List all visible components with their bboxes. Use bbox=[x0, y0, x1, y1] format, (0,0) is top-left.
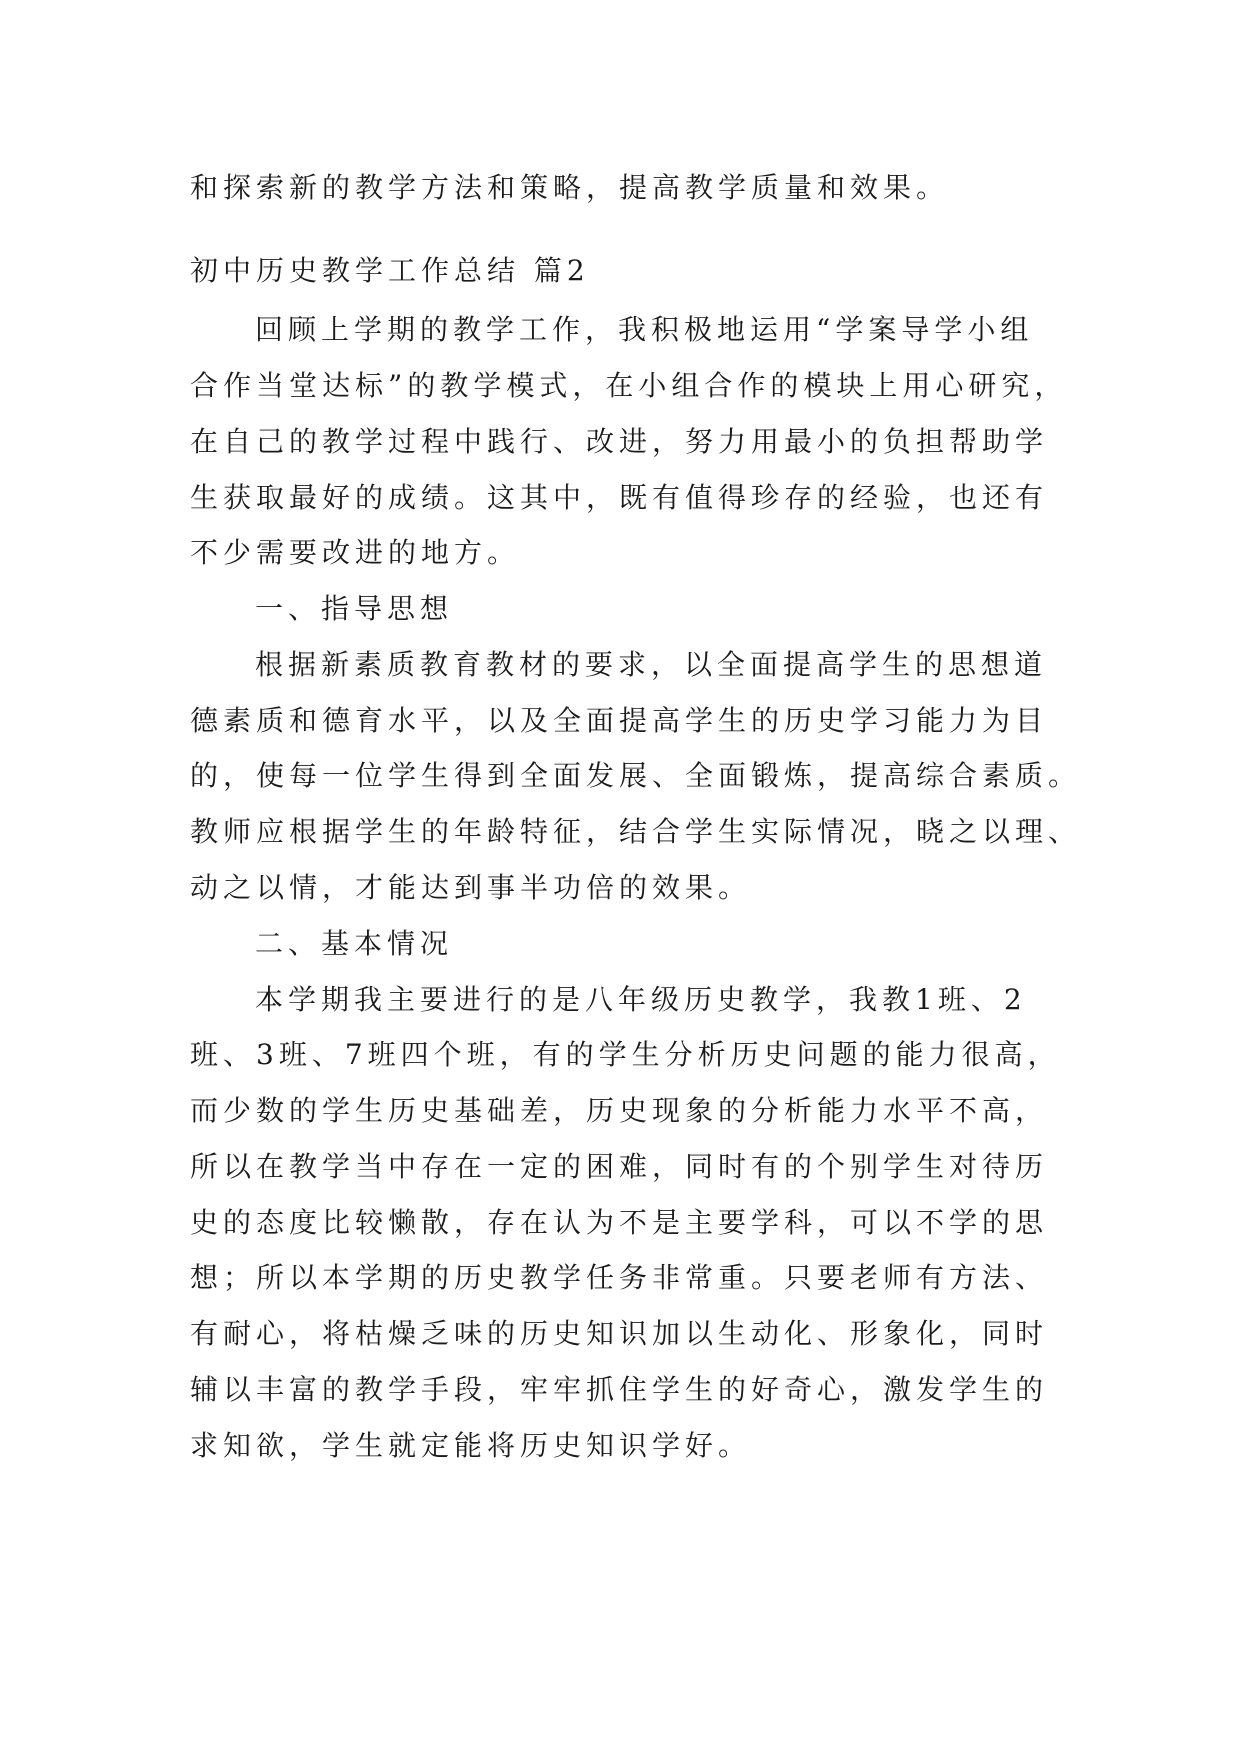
paragraph-line: 想；所以本学期的历史教学任务非常重。只要老师有方法、 bbox=[190, 1261, 1049, 1294]
paragraph-line: 有耐心，将枯燥乏味的历史知识加以生动化、形象化，同时 bbox=[190, 1317, 1049, 1350]
paragraph-line: 教师应根据学生的年龄特征，结合学生实际情况，晓之以理、 bbox=[190, 815, 1082, 848]
paragraph-line: 而少数的学生历史基础差，历史现象的分析能力水平不高， bbox=[190, 1094, 1049, 1127]
paragraph-line: 在自己的教学过程中践行、改进，努力用最小的负担帮助学 bbox=[190, 425, 1049, 458]
paragraph-line: 班、3班、7班四个班，有的学生分析历史问题的能力很高， bbox=[190, 1038, 1061, 1071]
section-title: 初中历史教学工作总结 篇2 bbox=[190, 254, 590, 287]
paragraph-line: 德素质和德育水平，以及全面提高学生的历史学习能力为目 bbox=[190, 704, 1049, 737]
paragraph-line: 的，使每一位学生得到全面发展、全面锻炼，提高综合素质。 bbox=[190, 759, 1082, 792]
paragraph-line: 史的态度比较懒散，存在认为不是主要学科，可以不学的思 bbox=[190, 1206, 1049, 1239]
text-line: 和探索新的教学方法和策略，提高教学质量和效果。 bbox=[190, 171, 950, 204]
paragraph-line: 辅以丰富的教学手段，牢牢抓住学生的好奇心，激发学生的 bbox=[190, 1373, 1049, 1406]
paragraph-line: 生获取最好的成绩。这其中，既有值得珍存的经验，也还有 bbox=[190, 481, 1049, 514]
paragraph-line: 本学期我主要进行的是八年级历史教学，我教1班、2 bbox=[255, 983, 1027, 1016]
paragraph-line: 回顾上学期的教学工作，我积极地运用“学案导学小组 bbox=[255, 313, 1034, 346]
paragraph-line: 所以在教学当中存在一定的困难，同时有的个别学生对待历 bbox=[190, 1150, 1049, 1183]
heading-basic-situation: 二、基本情况 bbox=[255, 927, 454, 960]
paragraph-line: 根据新素质教育教材的要求，以全面提高学生的思想道 bbox=[255, 648, 1048, 681]
paragraph-line: 求知欲，学生就定能将历史知识学好。 bbox=[190, 1429, 752, 1462]
paragraph-line: 合作当堂达标”的教学模式，在小组合作的模块上用心研究， bbox=[190, 369, 1068, 402]
heading-guiding-thought: 一、指导思想 bbox=[255, 592, 454, 625]
paragraph-line: 不少需要改进的地方。 bbox=[190, 536, 521, 569]
paragraph-line: 动之以情，才能达到事半功倍的效果。 bbox=[190, 871, 752, 904]
